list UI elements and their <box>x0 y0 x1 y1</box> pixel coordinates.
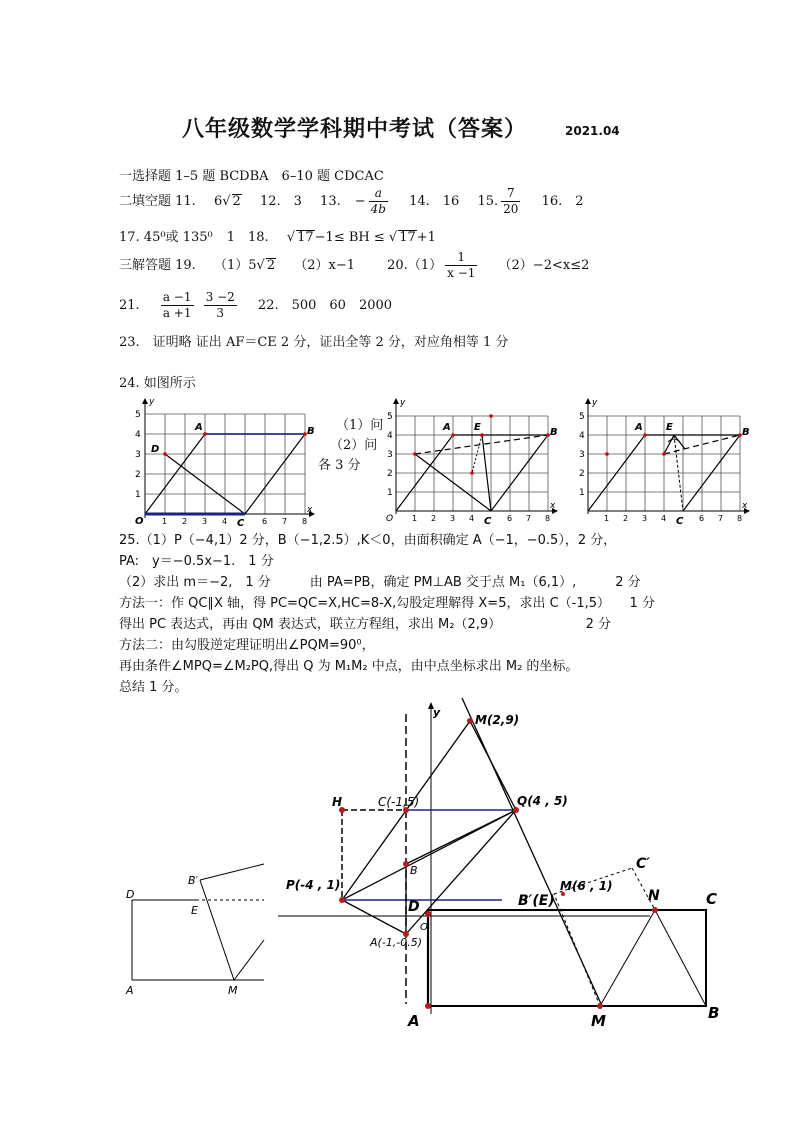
label-A-rect: A <box>408 1012 420 1030</box>
y-tick: 4 <box>579 431 585 441</box>
x-tick: 3 <box>450 514 456 523</box>
x-tick: 7 <box>718 514 724 523</box>
point-C: C <box>237 518 245 528</box>
exam-date: 2021.04 <box>565 124 620 138</box>
point-C: C <box>484 516 492 527</box>
origin-O: O <box>135 516 144 527</box>
x-tick: 4 <box>469 514 475 523</box>
q23-answer: 23. 证明略 证出 AF＝CE 2 分，证出全等 2 分，对应角相等 1 分 <box>119 335 509 350</box>
label-M-6-1: M(6 , 1) <box>560 879 613 893</box>
solve-answers-row2: 21. $\frac{a -1}{a +1}$ $\frac{3 -2}{3}$ 22. 500 60 2000 <box>119 290 393 320</box>
y-tick: 3 <box>135 450 141 460</box>
y-axis-label: y <box>592 398 598 408</box>
y-tick: 3 <box>387 450 393 460</box>
label-B-small: B <box>410 864 418 877</box>
y-tick: 5 <box>387 412 393 422</box>
x-tick: 8 <box>302 517 308 526</box>
big-y-label: y <box>433 706 441 719</box>
point-A: A <box>195 422 203 433</box>
point-B: B <box>550 427 558 438</box>
x-axis-label: x <box>550 501 556 511</box>
x-tick: 4 <box>222 517 228 526</box>
label-N: N <box>648 888 660 904</box>
q24-note-3: 各 3 分 <box>318 458 361 473</box>
label-Q-4-5: Q(4 , 5) <box>517 794 568 808</box>
q24-note-1: （1）问 <box>336 418 384 433</box>
y-tick: 5 <box>579 412 585 422</box>
label-C-rect: C <box>706 890 718 908</box>
y-tick: 1 <box>135 490 141 500</box>
solve-answers-row1: 三解答题 19. （1）5√ 2 （2）x−1 20.（1） $\frac{1}{x -1}$ （2）−2<x≤2 <box>119 250 590 280</box>
q25-line-7: 再由条件∠MPQ=∠M₂PQ,得出 Q 为 M₁M₂ 中点，由中点坐标求出 M₂ 的坐标。 <box>119 659 579 674</box>
x-tick: 8 <box>737 514 743 523</box>
grid-figure-3 <box>572 394 757 528</box>
x-tick: 3 <box>642 514 648 523</box>
label-H: H <box>332 795 343 809</box>
q25-line-4: 方法一：作 QC∥X 轴，得 PC=QC=X,HC=8-X,勾股定理解得 X=5，求出 C（-1,5） 1 分 <box>119 596 655 611</box>
q25-line-3: （2）求出 m＝−2, 1 分 由 PA=PB，确定 PM⊥AB 交于点 M₁（6,1）, 2 分 <box>119 575 641 590</box>
y-tick: 2 <box>387 469 393 479</box>
point-A: A <box>635 422 643 433</box>
y-tick: 2 <box>135 470 141 480</box>
x-tick: 8 <box>545 514 551 523</box>
x-axis-label: x <box>742 501 748 511</box>
x-tick: 1 <box>162 517 168 526</box>
x-tick: 6 <box>699 514 705 523</box>
x-tick: 6 <box>262 517 268 526</box>
x-tick: 2 <box>431 514 437 523</box>
x-tick: 3 <box>202 517 208 526</box>
y-tick: 1 <box>579 488 585 498</box>
y-tick: 4 <box>135 430 141 440</box>
y-axis-label: y <box>149 397 155 407</box>
fill-answers-row1: 二填空题 11. 6√ 2 12. 3 13. − $\frac{a}{4b}$ 14. 16 15. $\frac{7}{20}$ 16. 2 <box>119 186 584 216</box>
y-tick: 4 <box>387 431 393 441</box>
x-tick: 7 <box>282 517 288 526</box>
x-tick: 2 <box>623 514 629 523</box>
origin-O: O <box>386 514 394 524</box>
label-C-neg1-5: C(-1,5) <box>378 795 420 809</box>
q25-line-1: 25.（1）P（−4,1）2 分，B（−1,2.5）,K＜0，由面积确定 A（−1，−0.5），2 分， <box>119 533 617 548</box>
y-axis-label: y <box>400 398 406 408</box>
label-E: E <box>191 904 198 917</box>
page-title: 八年级数学学科期中考试（答案） <box>182 116 528 142</box>
y-tick: 5 <box>135 410 141 420</box>
fold-figure-left <box>118 862 268 1002</box>
label-M-rect: M <box>591 1012 606 1030</box>
label-M-2-9: M(2,9) <box>475 713 520 727</box>
label-M: M <box>228 984 238 997</box>
q25-line-2: PA: y＝−0.5x−1. 1 分 <box>119 554 274 569</box>
label-P-neg4-1: P(-4 , 1) <box>286 878 341 892</box>
label-B-prime: B′ <box>188 874 199 887</box>
x-tick: 6 <box>507 514 513 523</box>
point-A: A <box>443 422 451 433</box>
x-tick: 1 <box>412 514 418 523</box>
point-B: B <box>742 427 750 438</box>
q24-note-2: （2）问 <box>330 438 378 453</box>
x-tick: 1 <box>604 514 610 523</box>
x-tick: 7 <box>526 514 532 523</box>
label-origin: O <box>420 922 428 933</box>
y-tick: 2 <box>579 469 585 479</box>
point-E: E <box>666 422 673 433</box>
label-D-big: D <box>408 899 420 915</box>
q25-line-6: 方法二：由勾股逆定理证明出∠PQM=90⁰， <box>119 638 375 653</box>
point-E: E <box>474 422 481 433</box>
point-C: C <box>676 516 684 527</box>
x-tick: 4 <box>661 514 667 523</box>
q24-heading: 24. 如图所示 <box>119 376 196 391</box>
label-B-prime-E: B′(E) <box>518 893 555 909</box>
x-axis-label: x <box>307 505 313 515</box>
choice-answers: 一选择题 1–5 题 BCDBA 6–10 题 CDCAC <box>119 169 384 184</box>
label-D: D <box>126 888 135 901</box>
point-B: B <box>307 426 315 437</box>
fill-answers-row2: 17. 45⁰或 135⁰ 1 18. √ 17−1≤ BH ≤ √ 17+1 <box>119 230 436 245</box>
point-D: D <box>151 444 160 455</box>
grid-figure-2 <box>380 394 565 528</box>
label-A: A <box>126 984 134 997</box>
y-tick: 3 <box>579 450 585 460</box>
label-A-neg1-neg0.5: A(-1,-0.5) <box>370 936 423 949</box>
x-tick: 2 <box>182 517 188 526</box>
label-C-prime: C′ <box>636 856 650 872</box>
y-tick: 1 <box>387 488 393 498</box>
q25-line-8: 总结 1 分。 <box>119 680 188 695</box>
grid-figure-1 <box>127 394 322 528</box>
q25-line-5: 得出 PC 表达式，再由 QM 表达式，联立方程组，求出 M₂（2,9） 2 分 <box>119 617 612 632</box>
label-B-rect: B <box>708 1004 720 1022</box>
coordinate-figure-q25 <box>270 694 730 1034</box>
